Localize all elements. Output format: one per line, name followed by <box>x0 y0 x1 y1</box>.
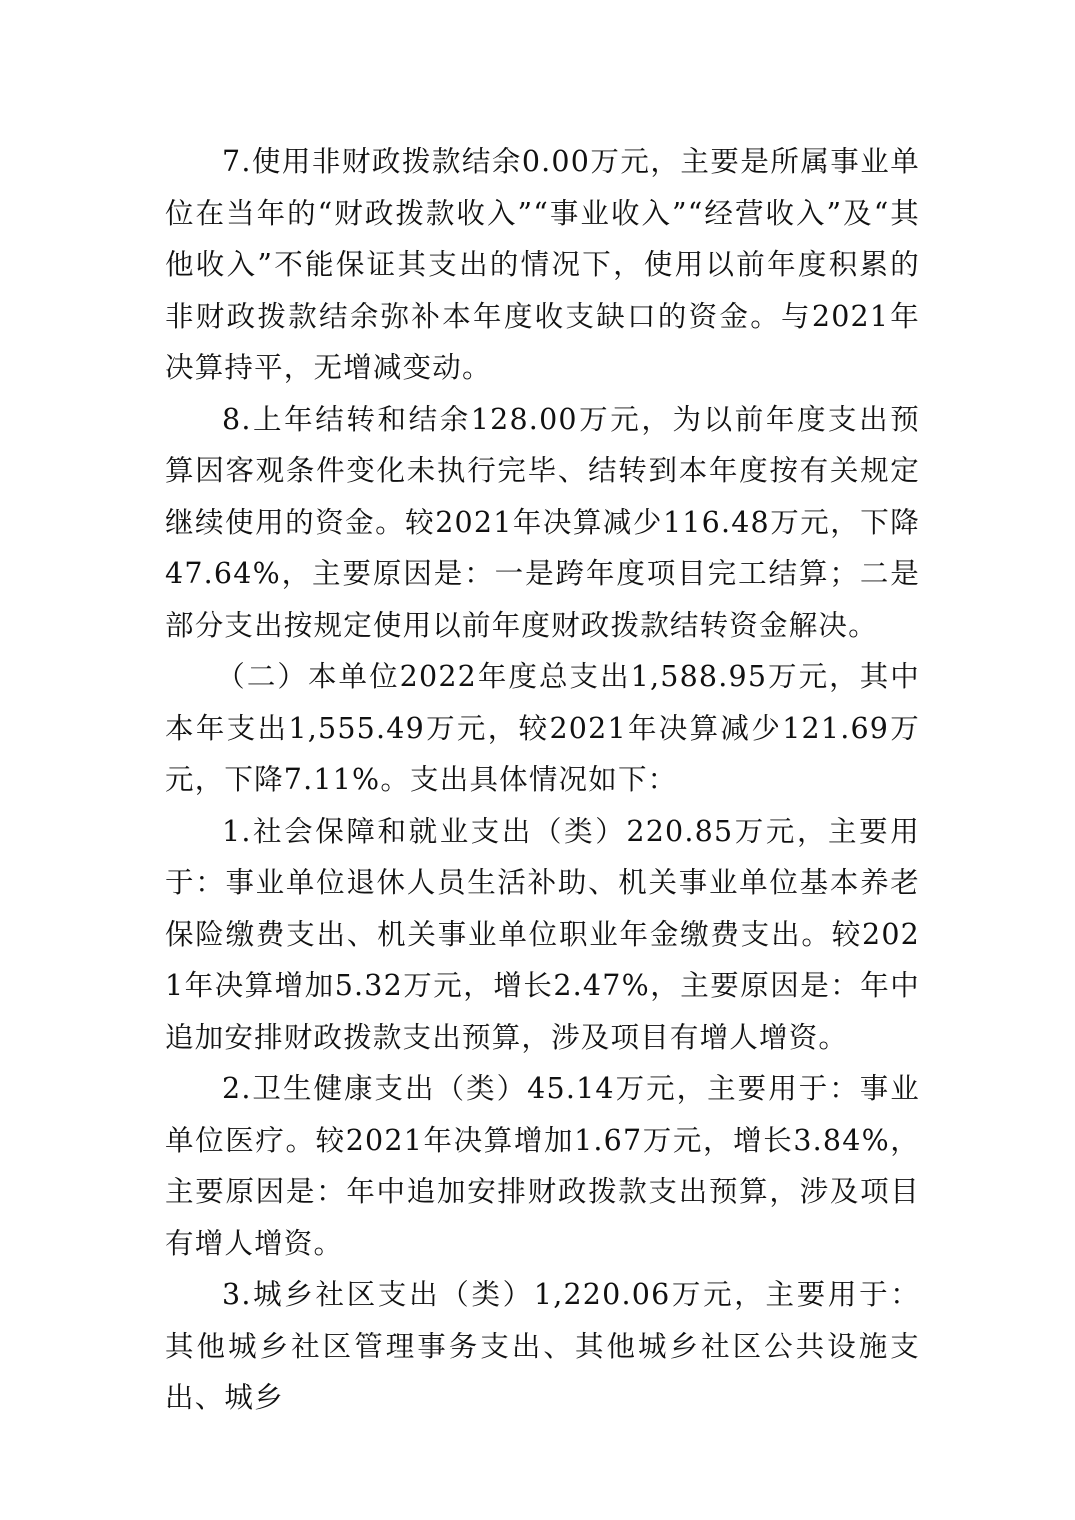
paragraph-non-fiscal-balance: 7.使用非财政拨款结余0.00万元，主要是所属事业单位在当年的“财政拨款收入”“事业收入”“经营收入”及“其他收入”不能保证其支出的情况下，使用以前年度积累的非财政拨款结余弥补本年度收支缺口的资金。与2021年决算持平，无增减变动。 <box>165 145 920 384</box>
paragraph-social-security-expenditure: 1.社会保障和就业支出（类）220.85万元，主要用于：事业单位退休人员生活补助、机关事业单位基本养老保险缴费支出、机关事业单位职业年金缴费支出。较2021年决算增加5.32万元，增长2.47%，主要原因是：年中追加安排财政拨款支出预算，涉及项目有增人增资。 <box>165 814 920 1054</box>
paragraph-urban-rural-expenditure: 3.城乡社区支出（类）1,220.06万元，主要用于：其他城乡社区管理事务支出、其他城乡社区公共设施支出、城乡 <box>165 1278 920 1414</box>
document-page <box>165 136 920 1424</box>
paragraph-total-expenditure: （二）本单位2022年度总支出1,588.95万元，其中本年支出1,555.49万元，较2021年决算减少121.69万元，下降7.11%。支出具体情况如下： <box>165 660 920 796</box>
paragraph-prior-year-carryover: 8.上年结转和结余128.00万元，为以前年度支出预算因客观条件变化未执行完毕、结转到本年度按有关规定继续使用的资金。较2021年决算减少116.48万元，下降47.64%，主要原因是：一是跨年度项目完工结算；二是部分支出按规定使用以前年度财政拨款结转资金解决。 <box>165 402 920 642</box>
paragraph-health-expenditure: 2.卫生健康支出（类）45.14万元，主要用于：事业单位医疗。较2021年决算增加1.67万元，增长3.84%，主要原因是：年中追加安排财政拨款支出预算，涉及项目有增人增资。 <box>165 1072 920 1260</box>
